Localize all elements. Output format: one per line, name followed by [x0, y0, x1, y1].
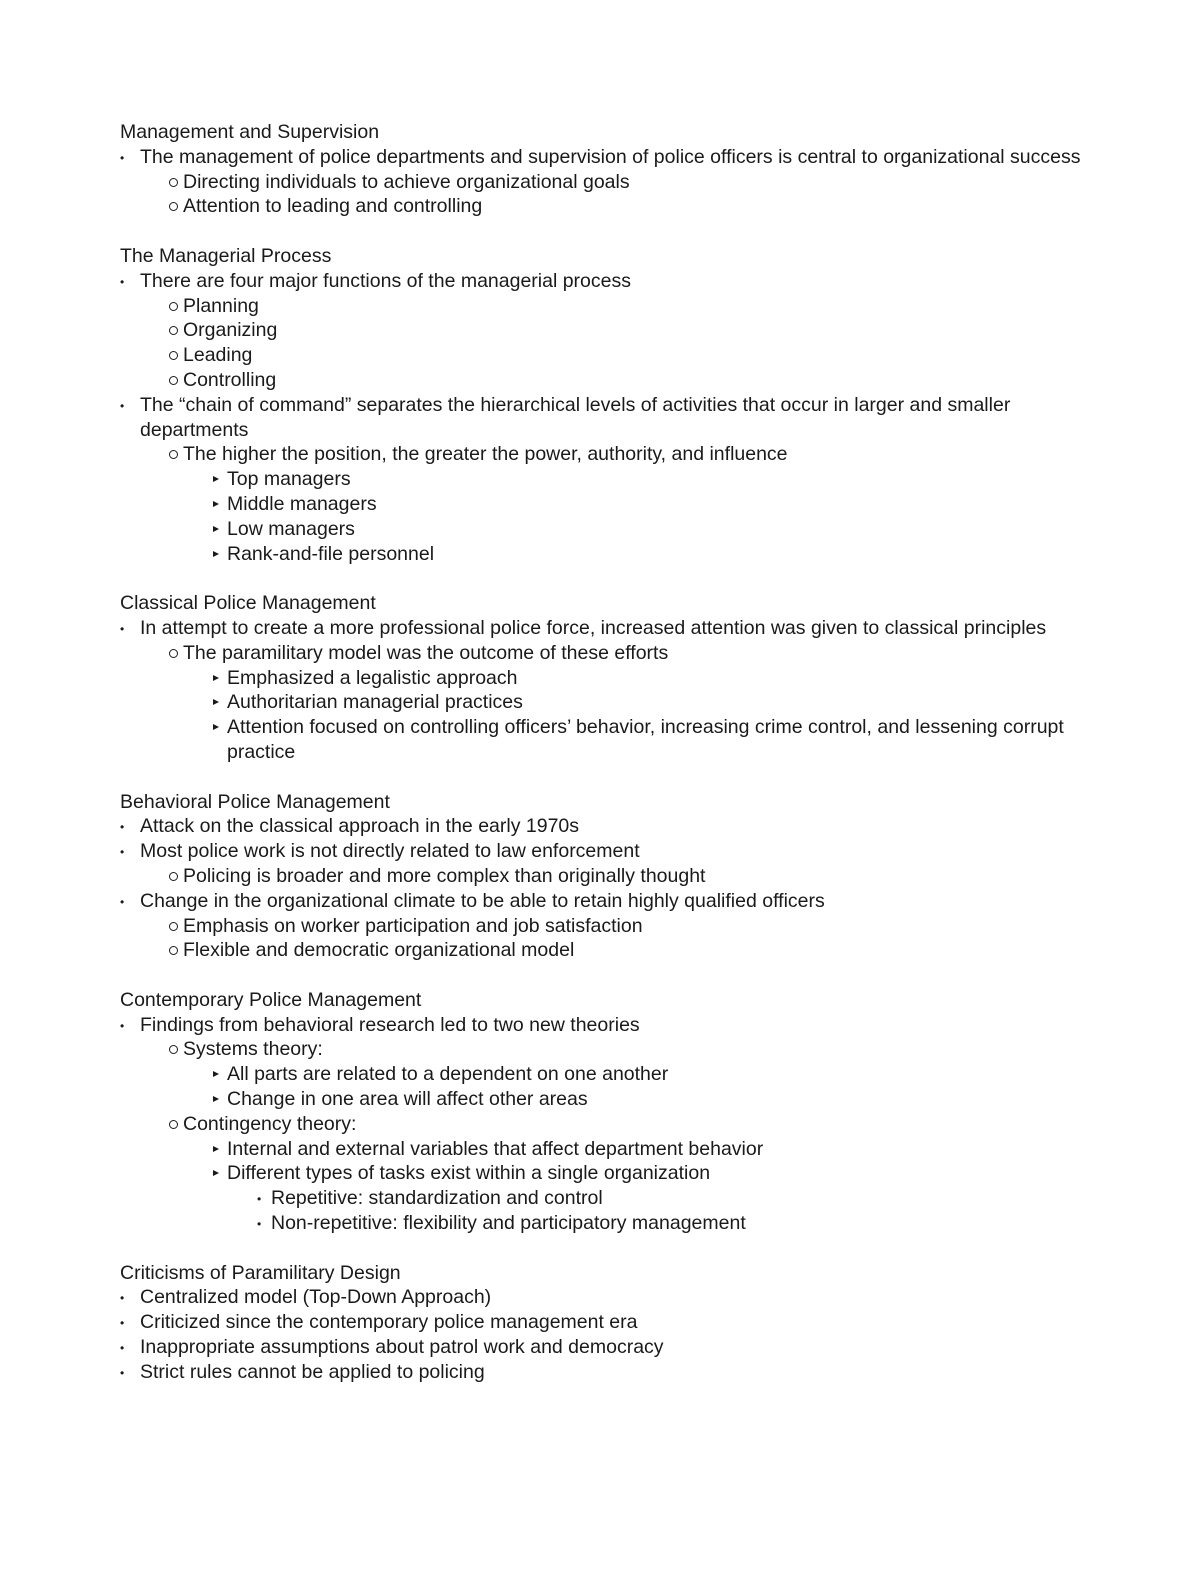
hollow-circle-bullet-icon: [169, 872, 178, 881]
outline-item-level-1: [120, 1335, 1095, 1360]
section-heading: Criticisms of Paramilitary Design: [120, 1261, 401, 1284]
triangle-bullet-icon: [213, 1096, 219, 1102]
triangle-bullet-icon: [213, 476, 219, 482]
outline-section: [120, 1261, 1095, 1385]
outline-section: [120, 591, 1095, 765]
triangle-bullet-icon: [213, 526, 219, 532]
outline-item-text: Inappropriate assumptions about patrol work and democracy: [140, 1336, 664, 1359]
outline-item-text: Contingency theory:: [183, 1112, 357, 1135]
small-dot-bullet-icon: •: [120, 398, 125, 413]
outline-item-text: Planning: [183, 294, 259, 317]
section-heading: Classical Police Management: [120, 592, 376, 615]
triangle-bullet-icon: [213, 1071, 219, 1077]
outline-item-text: Attack on the classical approach in the early 1970s: [140, 815, 580, 838]
section-spacer: [120, 765, 1095, 790]
outline-item-level-1: [120, 814, 1095, 839]
outline-item-text: Change in one area will affect other areas: [227, 1088, 588, 1111]
outline-item-level-3: [120, 666, 1095, 691]
small-dot-bullet-icon: •: [120, 1018, 125, 1033]
outline-item-level-2: [120, 170, 1095, 195]
outline-item-text: Criticized since the contemporary police management era: [140, 1311, 638, 1334]
section-heading: Contemporary Police Management: [120, 988, 422, 1011]
outline-item-level-2: [120, 343, 1095, 368]
outline-item-text: All parts are related to a dependent on one another: [227, 1063, 669, 1086]
outline-item-level-4: [120, 1211, 1095, 1236]
outline-item-level-1: [120, 393, 1095, 443]
outline-item-text: Findings from behavioral research led to two new theories: [140, 1013, 640, 1036]
outline-item-text: Most police work is not directly related to law enforcement: [140, 840, 640, 863]
triangle-bullet-icon: [213, 1170, 219, 1176]
outline-item-text: Organizing: [183, 319, 278, 342]
small-dot-bullet-icon: •: [120, 1291, 125, 1306]
small-dot-bullet-icon: •: [120, 150, 125, 165]
outline-item-text: Controlling: [183, 368, 277, 391]
outline-item-level-4: [120, 1186, 1095, 1211]
hollow-circle-bullet-icon: [169, 649, 178, 658]
small-dot-bullet-icon: •: [120, 1316, 125, 1331]
outline-item-level-2: [120, 194, 1095, 219]
outline-item-text: Centralized model (Top-Down Approach): [140, 1286, 492, 1309]
triangle-bullet-icon: [213, 675, 219, 681]
outline-item-text: Top managers: [227, 468, 351, 491]
outline-item-level-3: [120, 1062, 1095, 1087]
outline-item-text: The higher the position, the greater the power, authority, and influence: [183, 443, 788, 466]
small-dot-bullet-icon: •: [120, 845, 125, 860]
outline-item-text: Low managers: [227, 517, 355, 540]
outline-item-text: Policing is broader and more complex than originally thought: [183, 864, 706, 887]
outline-item-text: Attention focused on controlling officers’ behavior, increasing crime control, and lessening corrupt practice: [227, 716, 1064, 763]
outline-item-level-1: [120, 889, 1095, 914]
triangle-bullet-icon: [213, 724, 219, 730]
outline-item-level-2: [120, 864, 1095, 889]
outline-item-text: Rank-and-file personnel: [227, 542, 435, 565]
outline-item-level-1: [120, 1360, 1095, 1385]
outline-item-level-1: [120, 1013, 1095, 1038]
document-body: [120, 120, 1095, 1385]
section-spacer: [120, 1236, 1095, 1261]
hollow-circle-bullet-icon: [169, 946, 178, 955]
outline-item-level-2: [120, 938, 1095, 963]
outline-item-text: Non-repetitive: flexibility and participatory management: [271, 1212, 746, 1235]
small-dot-bullet-icon: •: [120, 820, 125, 835]
outline-item-level-1: [120, 839, 1095, 864]
outline-section: [120, 988, 1095, 1236]
outline-item-text: Internal and external variables that affect department behavior: [227, 1137, 764, 1160]
outline-item-level-1: [120, 1285, 1095, 1310]
outline-item-text: The paramilitary model was the outcome of these efforts: [183, 641, 669, 664]
outline-item-level-2: [120, 294, 1095, 319]
hollow-circle-bullet-icon: [169, 1120, 178, 1129]
hollow-circle-bullet-icon: [169, 450, 178, 459]
outline-item-text: Authoritarian managerial practices: [227, 691, 523, 714]
outline-item-text: Emphasis on worker participation and job satisfaction: [183, 914, 643, 937]
outline-item-level-3: [120, 467, 1095, 492]
outline-item-text: Change in the organizational climate to be able to retain highly qualified officers: [140, 889, 825, 912]
hollow-circle-bullet-icon: [169, 178, 178, 187]
hollow-circle-bullet-icon: [169, 376, 178, 385]
outline-item-level-2: [120, 368, 1095, 393]
hollow-circle-bullet-icon: [169, 202, 178, 211]
outline-item-text: There are four major functions of the managerial process: [140, 269, 631, 292]
hollow-circle-bullet-icon: [169, 302, 178, 311]
outline-item-text: Different types of tasks exist within a single organization: [227, 1162, 711, 1185]
triangle-bullet-icon: [213, 551, 219, 557]
outline-item-text: Emphasized a legalistic approach: [227, 666, 518, 689]
outline-item-text: The management of police departments and supervision of police officers is central to organizational success: [140, 145, 1081, 168]
outline-item-level-3: [120, 492, 1095, 517]
outline-section: [120, 120, 1095, 219]
outline-item-text: Directing individuals to achieve organizational goals: [183, 170, 630, 193]
outline-item-level-1: [120, 269, 1095, 294]
section-spacer: [120, 963, 1095, 988]
outline-item-text: Attention to leading and controlling: [183, 195, 483, 218]
small-dot-bullet-icon: •: [120, 1341, 125, 1356]
section-heading: The Managerial Process: [120, 244, 332, 267]
outline-item-text: Strict rules cannot be applied to policing: [140, 1360, 485, 1383]
outline-item-level-3: [120, 1087, 1095, 1112]
section-heading: Behavioral Police Management: [120, 790, 390, 813]
hollow-circle-bullet-icon: [169, 351, 178, 360]
outline-item-level-3: [120, 715, 1095, 765]
outline-item-level-2: [120, 318, 1095, 343]
outline-item-text: Middle managers: [227, 492, 377, 515]
small-dot-bullet-icon: •: [120, 274, 125, 289]
hollow-circle-bullet-icon: [169, 326, 178, 335]
outline-item-level-2: [120, 641, 1095, 666]
outline-item-level-2: [120, 442, 1095, 467]
small-dot-bullet-icon: •: [257, 1192, 262, 1207]
small-dot-bullet-icon: •: [120, 1365, 125, 1380]
hollow-circle-bullet-icon: [169, 922, 178, 931]
small-dot-bullet-icon: •: [257, 1217, 262, 1232]
hollow-circle-bullet-icon: [169, 1045, 178, 1054]
outline-item-text: Leading: [183, 344, 253, 367]
triangle-bullet-icon: [213, 501, 219, 507]
triangle-bullet-icon: [213, 699, 219, 705]
outline-item-level-2: [120, 914, 1095, 939]
outline-item-level-2: [120, 1112, 1095, 1137]
triangle-bullet-icon: [213, 1146, 219, 1152]
outline-item-level-1: [120, 1310, 1095, 1335]
outline-section: [120, 790, 1095, 964]
outline-section: [120, 244, 1095, 566]
section-heading: Management and Supervision: [120, 121, 380, 143]
outline-item-level-2: [120, 1037, 1095, 1062]
outline-item-level-1: [120, 616, 1095, 641]
small-dot-bullet-icon: •: [120, 894, 125, 909]
section-spacer: [120, 219, 1095, 244]
outline-item-text: The “chain of command” separates the hierarchical levels of activities that occur in larger and smaller departments: [140, 393, 1011, 441]
outline-item-level-1: [120, 145, 1095, 170]
outline-item-level-3: [120, 1161, 1095, 1186]
small-dot-bullet-icon: •: [120, 621, 125, 636]
outline-item-text: Systems theory:: [183, 1038, 323, 1061]
outline-item-level-3: [120, 1137, 1095, 1162]
outline-item-level-3: [120, 517, 1095, 542]
outline-item-text: In attempt to create a more professional police force, increased attention was given to classical principles: [140, 616, 1047, 639]
outline-item-level-3: [120, 690, 1095, 715]
section-spacer: [120, 566, 1095, 591]
outline-item-text: Repetitive: standardization and control: [271, 1187, 603, 1210]
outline-item-level-3: [120, 542, 1095, 567]
outline-item-text: Flexible and democratic organizational model: [183, 939, 575, 962]
